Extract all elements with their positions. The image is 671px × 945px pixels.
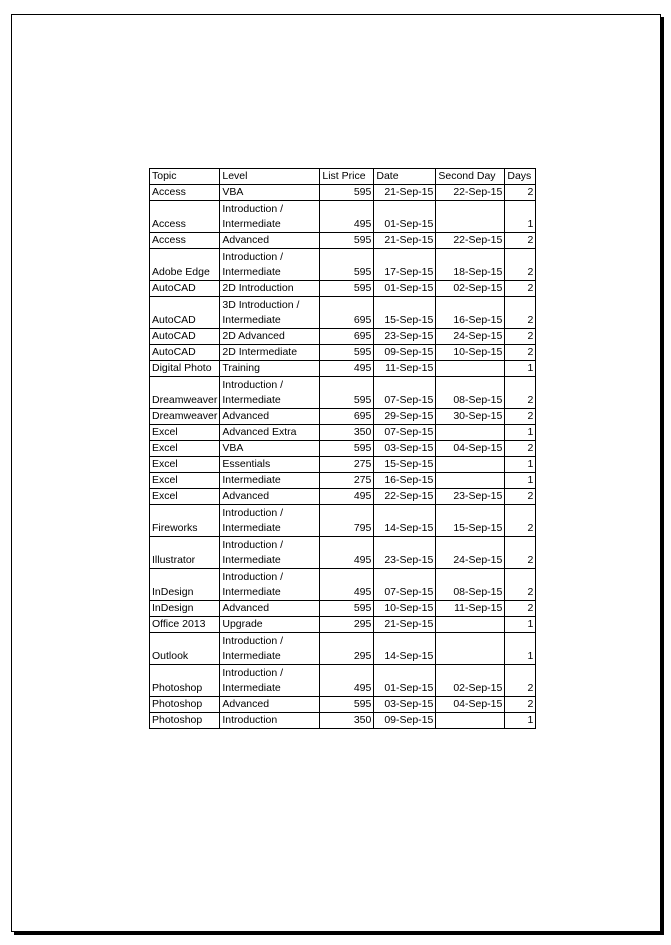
- cell-days: 1: [505, 617, 536, 633]
- cell-level: Advanced: [220, 489, 320, 505]
- cell-list-price: 595: [320, 377, 374, 409]
- cell-days: 2: [505, 569, 536, 601]
- cell-topic: Digital Photo: [150, 361, 220, 377]
- cell-date: 01-Sep-15: [374, 281, 436, 297]
- cell-level: Introduction: [220, 713, 320, 729]
- cell-level: Advanced: [220, 409, 320, 425]
- cell-list-price: 495: [320, 201, 374, 233]
- cell-topic: AutoCAD: [150, 281, 220, 297]
- table-row: [150, 425, 536, 441]
- table-row: [150, 505, 536, 537]
- header-level: Level: [220, 169, 320, 185]
- cell-list-price: 595: [320, 601, 374, 617]
- cell-days: 2: [505, 505, 536, 537]
- cell-date: 14-Sep-15: [374, 505, 436, 537]
- cell-topic: Access: [150, 201, 220, 233]
- header-list-price: List Price: [320, 169, 374, 185]
- cell-topic: Outlook: [150, 633, 220, 665]
- cell-days: 2: [505, 409, 536, 425]
- cell-second-day: 18-Sep-15: [436, 249, 505, 281]
- cell-list-price: 350: [320, 713, 374, 729]
- cell-days: 1: [505, 425, 536, 441]
- cell-list-price: 795: [320, 505, 374, 537]
- cell-second-day: [436, 617, 505, 633]
- cell-second-day: 10-Sep-15: [436, 345, 505, 361]
- table-row: [150, 441, 536, 457]
- cell-list-price: 595: [320, 185, 374, 201]
- cell-list-price: 595: [320, 345, 374, 361]
- table-row: [150, 697, 536, 713]
- cell-date: 01-Sep-15: [374, 665, 436, 697]
- cell-days: 2: [505, 329, 536, 345]
- cell-date: 03-Sep-15: [374, 441, 436, 457]
- cell-topic: Excel: [150, 425, 220, 441]
- cell-date: 09-Sep-15: [374, 713, 436, 729]
- cell-topic: Access: [150, 185, 220, 201]
- cell-level: Advanced: [220, 697, 320, 713]
- cell-topic: Photoshop: [150, 713, 220, 729]
- cell-list-price: 495: [320, 569, 374, 601]
- cell-days: 1: [505, 473, 536, 489]
- cell-days: 1: [505, 201, 536, 233]
- cell-level: Introduction / Intermediate: [220, 249, 320, 281]
- cell-topic: Adobe Edge: [150, 249, 220, 281]
- cell-days: 2: [505, 185, 536, 201]
- cell-topic: AutoCAD: [150, 329, 220, 345]
- cell-second-day: 04-Sep-15: [436, 441, 505, 457]
- cell-list-price: 495: [320, 361, 374, 377]
- cell-date: 07-Sep-15: [374, 569, 436, 601]
- table-row: [150, 569, 536, 601]
- cell-level: Advanced: [220, 601, 320, 617]
- table-row: [150, 665, 536, 697]
- cell-level: VBA: [220, 441, 320, 457]
- cell-date: 22-Sep-15: [374, 489, 436, 505]
- cell-list-price: 350: [320, 425, 374, 441]
- cell-date: 01-Sep-15: [374, 201, 436, 233]
- cell-date: 14-Sep-15: [374, 633, 436, 665]
- cell-second-day: [436, 473, 505, 489]
- cell-days: 1: [505, 633, 536, 665]
- cell-second-day: 24-Sep-15: [436, 329, 505, 345]
- table-row: [150, 601, 536, 617]
- cell-topic: Excel: [150, 457, 220, 473]
- table-row: [150, 249, 536, 281]
- cell-list-price: 275: [320, 457, 374, 473]
- cell-date: 10-Sep-15: [374, 601, 436, 617]
- cell-second-day: [436, 713, 505, 729]
- cell-days: 2: [505, 697, 536, 713]
- table-row: [150, 473, 536, 489]
- header-date: Date: [374, 169, 436, 185]
- cell-list-price: 595: [320, 249, 374, 281]
- print-preview-page: [11, 14, 661, 932]
- cell-level: Introduction / Intermediate: [220, 633, 320, 665]
- cell-topic: AutoCAD: [150, 345, 220, 361]
- cell-days: 2: [505, 345, 536, 361]
- cell-second-day: [436, 361, 505, 377]
- course-table: [149, 168, 536, 729]
- cell-level: Introduction / Intermediate: [220, 537, 320, 569]
- cell-level: Training: [220, 361, 320, 377]
- table-row: [150, 489, 536, 505]
- cell-days: 2: [505, 665, 536, 697]
- cell-second-day: 23-Sep-15: [436, 489, 505, 505]
- cell-days: 2: [505, 233, 536, 249]
- cell-second-day: 08-Sep-15: [436, 569, 505, 601]
- cell-date: 07-Sep-15: [374, 425, 436, 441]
- cell-level: Advanced Extra: [220, 425, 320, 441]
- table-row: [150, 409, 536, 425]
- table-row: [150, 361, 536, 377]
- cell-date: 15-Sep-15: [374, 297, 436, 329]
- table-row: [150, 185, 536, 201]
- table-row: [150, 233, 536, 249]
- cell-topic: Excel: [150, 473, 220, 489]
- cell-list-price: 595: [320, 233, 374, 249]
- cell-list-price: 695: [320, 297, 374, 329]
- cell-second-day: 30-Sep-15: [436, 409, 505, 425]
- cell-date: 11-Sep-15: [374, 361, 436, 377]
- cell-second-day: 02-Sep-15: [436, 665, 505, 697]
- cell-list-price: 595: [320, 441, 374, 457]
- cell-date: 29-Sep-15: [374, 409, 436, 425]
- cell-level: 2D Intermediate: [220, 345, 320, 361]
- cell-level: Intermediate: [220, 473, 320, 489]
- cell-date: 21-Sep-15: [374, 617, 436, 633]
- cell-level: Introduction / Intermediate: [220, 201, 320, 233]
- cell-topic: Dreamweaver: [150, 377, 220, 409]
- cell-days: 2: [505, 489, 536, 505]
- cell-days: 2: [505, 377, 536, 409]
- cell-second-day: 11-Sep-15: [436, 601, 505, 617]
- cell-second-day: 04-Sep-15: [436, 697, 505, 713]
- table-row: [150, 281, 536, 297]
- cell-date: 03-Sep-15: [374, 697, 436, 713]
- cell-days: 1: [505, 457, 536, 473]
- cell-days: 2: [505, 601, 536, 617]
- cell-level: Upgrade: [220, 617, 320, 633]
- cell-topic: Illustrator: [150, 537, 220, 569]
- cell-second-day: 08-Sep-15: [436, 377, 505, 409]
- cell-level: 3D Introduction / Intermediate: [220, 297, 320, 329]
- cell-date: 21-Sep-15: [374, 233, 436, 249]
- header-second-day: Second Day: [436, 169, 505, 185]
- table-row: [150, 377, 536, 409]
- cell-date: 23-Sep-15: [374, 537, 436, 569]
- cell-days: 1: [505, 713, 536, 729]
- cell-days: 2: [505, 249, 536, 281]
- cell-level: 2D Introduction: [220, 281, 320, 297]
- cell-level: Introduction / Intermediate: [220, 377, 320, 409]
- cell-list-price: 275: [320, 473, 374, 489]
- cell-list-price: 495: [320, 665, 374, 697]
- cell-date: 21-Sep-15: [374, 185, 436, 201]
- cell-second-day: [436, 425, 505, 441]
- table-row: [150, 713, 536, 729]
- table-body: [150, 185, 536, 729]
- cell-second-day: 16-Sep-15: [436, 297, 505, 329]
- cell-list-price: 595: [320, 697, 374, 713]
- cell-days: 1: [505, 361, 536, 377]
- cell-topic: Excel: [150, 489, 220, 505]
- cell-date: 16-Sep-15: [374, 473, 436, 489]
- table-row: [150, 537, 536, 569]
- cell-level: Essentials: [220, 457, 320, 473]
- header-topic: Topic: [150, 169, 220, 185]
- cell-days: 2: [505, 537, 536, 569]
- table-row: [150, 329, 536, 345]
- cell-second-day: [436, 633, 505, 665]
- cell-days: 2: [505, 281, 536, 297]
- cell-level: VBA: [220, 185, 320, 201]
- cell-level: Introduction / Intermediate: [220, 665, 320, 697]
- cell-topic: Dreamweaver: [150, 409, 220, 425]
- cell-date: 17-Sep-15: [374, 249, 436, 281]
- cell-second-day: 24-Sep-15: [436, 537, 505, 569]
- cell-list-price: 295: [320, 617, 374, 633]
- table-row: [150, 345, 536, 361]
- cell-level: 2D Advanced: [220, 329, 320, 345]
- cell-level: Introduction / Intermediate: [220, 505, 320, 537]
- cell-list-price: 295: [320, 633, 374, 665]
- cell-second-day: 02-Sep-15: [436, 281, 505, 297]
- cell-topic: Photoshop: [150, 665, 220, 697]
- cell-topic: InDesign: [150, 569, 220, 601]
- cell-second-day: [436, 457, 505, 473]
- table-row: [150, 297, 536, 329]
- cell-topic: Excel: [150, 441, 220, 457]
- cell-list-price: 495: [320, 489, 374, 505]
- cell-list-price: 495: [320, 537, 374, 569]
- cell-topic: AutoCAD: [150, 297, 220, 329]
- cell-second-day: [436, 201, 505, 233]
- table-row: [150, 457, 536, 473]
- cell-second-day: 22-Sep-15: [436, 185, 505, 201]
- cell-topic: InDesign: [150, 601, 220, 617]
- table-row: [150, 201, 536, 233]
- table-row: [150, 633, 536, 665]
- cell-list-price: 695: [320, 409, 374, 425]
- header-row: [150, 169, 536, 185]
- cell-date: 07-Sep-15: [374, 377, 436, 409]
- cell-second-day: 15-Sep-15: [436, 505, 505, 537]
- cell-list-price: 595: [320, 281, 374, 297]
- cell-topic: Access: [150, 233, 220, 249]
- cell-days: 2: [505, 441, 536, 457]
- header-days: Days: [505, 169, 536, 185]
- cell-topic: Fireworks: [150, 505, 220, 537]
- cell-level: Advanced: [220, 233, 320, 249]
- cell-days: 2: [505, 297, 536, 329]
- cell-topic: Office 2013: [150, 617, 220, 633]
- cell-level: Introduction / Intermediate: [220, 569, 320, 601]
- table-row: [150, 617, 536, 633]
- cell-date: 15-Sep-15: [374, 457, 436, 473]
- cell-date: 23-Sep-15: [374, 329, 436, 345]
- cell-second-day: 22-Sep-15: [436, 233, 505, 249]
- cell-list-price: 695: [320, 329, 374, 345]
- cell-date: 09-Sep-15: [374, 345, 436, 361]
- cell-topic: Photoshop: [150, 697, 220, 713]
